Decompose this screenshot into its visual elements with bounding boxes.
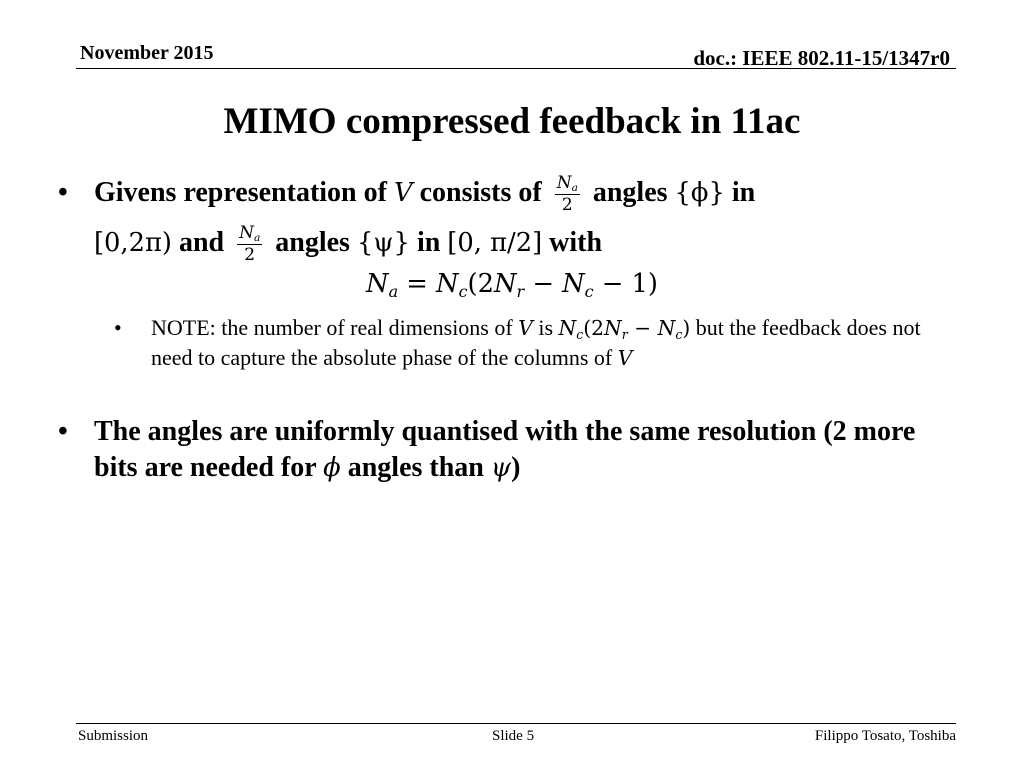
fraction-na-over-2: $\frac{N_a}{2}$: [239, 223, 261, 266]
bullet-quantisation: [58, 414, 958, 486]
header-date: November 2015: [80, 42, 214, 64]
fraction-na-over-2: $\frac{N_a}{2}$: [556, 173, 578, 216]
slide-title: MIMO compressed feedback in 11ac: [223, 101, 801, 142]
footer-submission: Submission: [78, 728, 149, 744]
sub-bullet-note: [114, 313, 964, 373]
bullet-givens: [58, 168, 958, 268]
header-rule: [76, 68, 956, 69]
bullet-marker: •: [58, 177, 68, 208]
footer-slide-number: Slide 5: [492, 728, 535, 744]
header-doc-id: doc.: IEEE 802.11-15/1347r0: [693, 46, 950, 70]
bullet-marker: •: [114, 315, 122, 340]
equation-na: $N_a = N_c(2N_r - N_c - 1)$: [366, 269, 658, 301]
bullet-marker: •: [58, 416, 68, 447]
bullet-givens-text: Givens representation of V consists of $\frac{N_a}{2}$ angles {ϕ} in [0,2π) and $\frac{N_a}{2}$ angles {ψ} in [0, π/2] with: [94, 173, 756, 266]
sub-bullet-note-text: NOTE: the number of real dimensions of V is $N_c(2N_r - N_c)$ but the feedback does not need to capture the absolute phase of the columns of V: [151, 315, 921, 370]
footer-rule: [76, 723, 956, 724]
bullet-quantisation-text: The angles are uniformly quantised with the same resolution (2 more bits are needed for ϕ angles than ψ): [94, 416, 916, 483]
footer-author: Filippo Tosato, Toshiba: [814, 728, 956, 744]
